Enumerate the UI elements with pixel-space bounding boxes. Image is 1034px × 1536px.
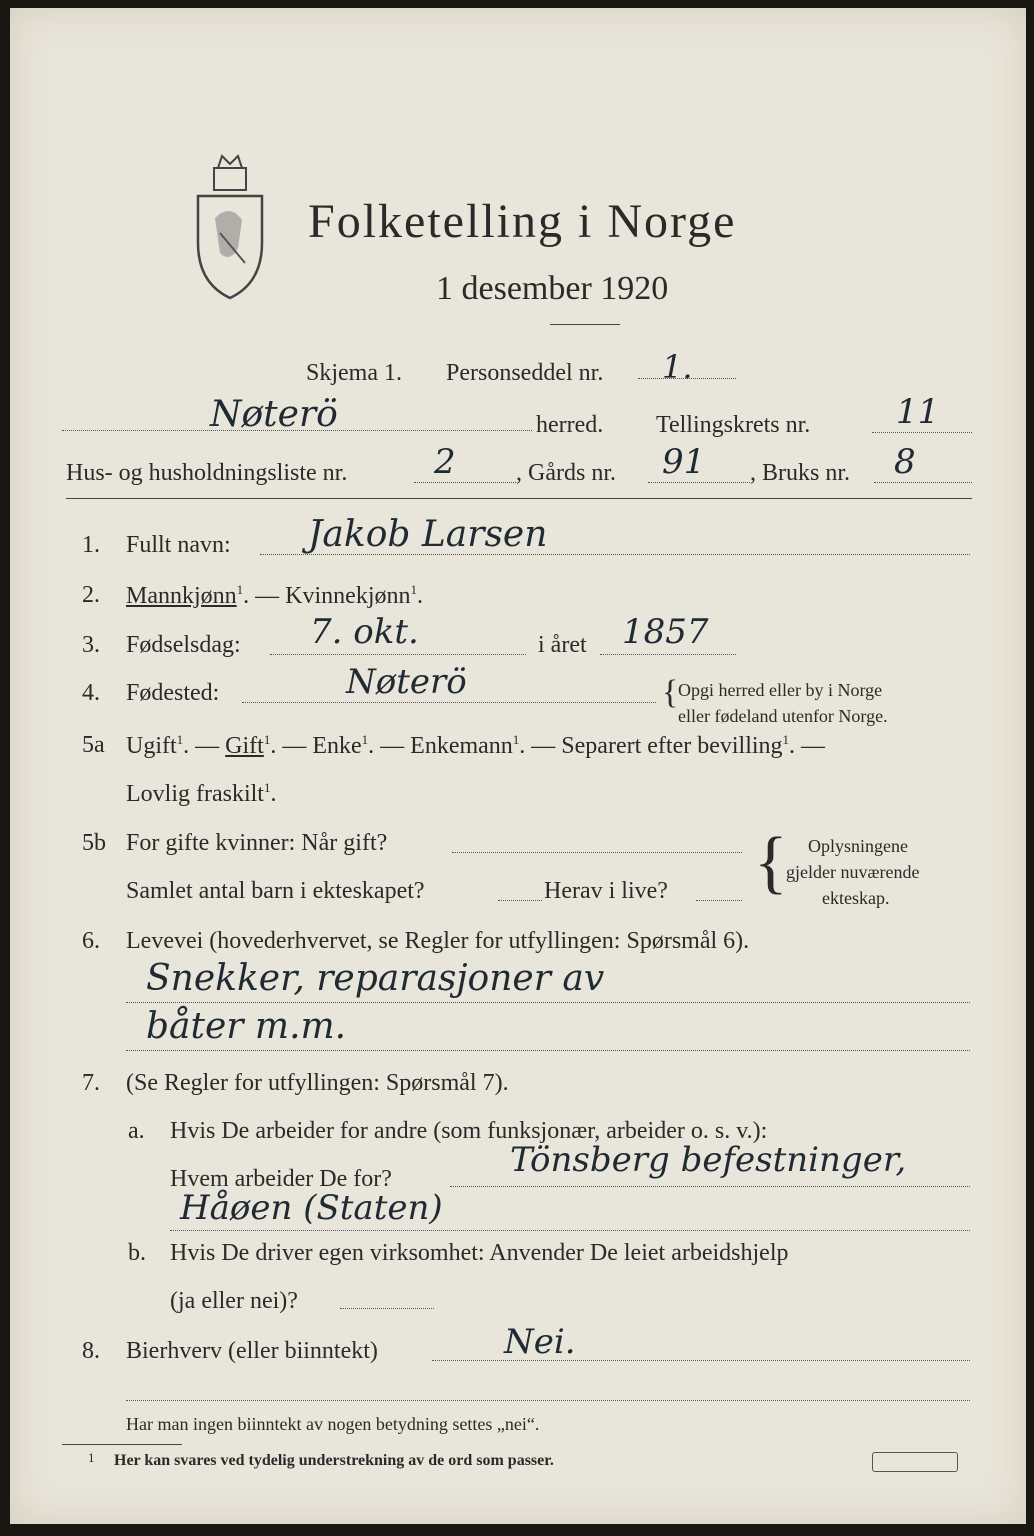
header-separator: [66, 498, 972, 499]
bruks-label: , Bruks nr.: [750, 460, 851, 486]
q7a-value2: Håøen (Staten): [180, 1188, 443, 1228]
q4-line: [242, 702, 656, 703]
bruks-value: 8: [894, 442, 916, 482]
census-form-sheet: [10, 8, 1026, 1524]
gards-line: [648, 482, 750, 483]
bruks-line: [874, 482, 972, 483]
q3-year-label: i året: [538, 632, 587, 658]
hus-line: [414, 482, 516, 483]
q5b-line2a: Samlet antal barn i ekteskapet?: [126, 878, 425, 904]
q2-male-option: Mannkjønn: [126, 583, 237, 609]
q7a-value1: Tönsberg befestninger,: [510, 1140, 907, 1180]
herred-label: herred.: [536, 412, 604, 438]
hus-value: 2: [434, 442, 456, 482]
q8-label: Bierhverv (eller biinntekt): [126, 1338, 378, 1364]
q3-year-line: [600, 654, 736, 655]
tellingskrets-label: Tellingskrets nr.: [656, 412, 811, 438]
title-divider: [550, 324, 620, 325]
q4-brace: {: [662, 674, 679, 711]
gards-label: , Gårds nr.: [516, 460, 616, 486]
q7b-line: [340, 1308, 434, 1309]
q3-label: Fødselsdag:: [126, 632, 241, 658]
q3-year-value: 1857: [622, 612, 709, 652]
schema-label: Skjema 1.: [306, 360, 402, 386]
q3-line: [270, 654, 526, 655]
q5b-line2b: Herav i live?: [544, 878, 668, 904]
tellingskrets-line: [872, 432, 972, 433]
gards-value: 91: [662, 442, 706, 482]
q7a-letter: a.: [128, 1118, 145, 1144]
footnote-text: Her kan svares ved tydelig understrekning av de ord som passer.: [114, 1452, 554, 1469]
q7-number: 7.: [82, 1070, 100, 1096]
q6-label: Levevei (hovederhvervet, se Regler for utfyllingen: Spørsmål 6).: [126, 928, 750, 954]
q6-value-line2: båter m.m.: [146, 1006, 347, 1047]
q1-label: Fullt navn:: [126, 532, 231, 558]
footnote-mark: 1: [88, 1450, 95, 1465]
herred-value: Nøterö: [210, 394, 338, 435]
q1-number: 1.: [82, 532, 100, 558]
q1-value: Jakob Larsen: [308, 514, 548, 555]
coat-of-arms-icon: [190, 148, 270, 303]
printer-stamp: [872, 1452, 958, 1472]
q7-label: (Se Regler for utfyllingen: Spørsmål 7).: [126, 1070, 509, 1096]
q3-number: 3.: [82, 632, 100, 658]
q7a-text: Hvis De arbeider for andre (som funksjonær, arbeider o. s. v.):: [170, 1118, 768, 1144]
q5b-line1: For gifte kvinner: Når gift?: [126, 830, 388, 856]
q5b-brace: {: [754, 824, 788, 901]
q7b-question: (ja eller nei)?: [170, 1288, 298, 1314]
q8-value: Nei.: [504, 1322, 576, 1362]
form-title: Folketelling i Norge: [308, 195, 737, 248]
q5b-note3: ekteskap.: [822, 888, 890, 908]
q5a-line2: Lovlig fraskilt$^1$.: [126, 780, 277, 807]
q7b-text: Hvis De driver egen virksomhet: Anvender De leiet arbeidshjelp: [170, 1240, 789, 1266]
q3-value: 7. okt.: [310, 612, 419, 652]
q5b-note1: Oplysningene: [808, 836, 908, 856]
q4-note-line1: Opgi herred eller by i Norge: [678, 680, 883, 700]
q5b-line2a-fill: [498, 900, 542, 901]
q5b-note2: gjelder nuværende: [786, 862, 920, 882]
q4-note-line2: eller fødeland utenfor Norge.: [678, 706, 888, 726]
q6-line2: [126, 1050, 970, 1051]
q4-number: 4.: [82, 680, 100, 706]
personseddel-label: Personseddel nr.: [446, 360, 604, 386]
footer-rule: [62, 1444, 182, 1445]
q8-number: 8.: [82, 1338, 100, 1364]
form-date: 1 desember 1920: [436, 270, 669, 307]
q5a-text: Ugift$^1$. — Gift$^1$. — Enke$^1$. — Enkemann$^1$. — Separert efter bevilling$^1$. —: [126, 732, 826, 759]
q2-number: 2.: [82, 582, 100, 608]
q5b-number: 5b: [82, 830, 106, 856]
q6-value-line1: Snekker, reparasjoner av: [146, 958, 605, 999]
tellingskrets-value: 11: [896, 392, 940, 432]
q7a-question: Hvem arbeider De for?: [170, 1166, 392, 1192]
q4-value: Nøterö: [346, 662, 467, 702]
q4-label: Fødested:: [126, 680, 220, 706]
q7a-line2: [170, 1230, 970, 1231]
q6-number: 6.: [82, 928, 100, 954]
q5a-number: 5a: [82, 732, 105, 758]
q7b-letter: b.: [128, 1240, 146, 1266]
q7a-line1: [450, 1186, 970, 1187]
q5b-line2b-fill: [696, 900, 742, 901]
q5a-gift-option: Gift: [225, 733, 264, 759]
q6-line1: [126, 1002, 970, 1003]
footer-note: Har man ingen biinntekt av nogen betydning settes „nei“.: [126, 1414, 540, 1434]
q2-text: Mannkjønn$^1$. — Kvinnekjønn$^1$.: [126, 582, 423, 609]
personseddel-value: 1.: [662, 348, 693, 386]
hus-label: Hus- og husholdningsliste nr.: [66, 460, 348, 486]
q8-line2: [126, 1400, 970, 1401]
q5b-line1-fill: [452, 852, 742, 853]
